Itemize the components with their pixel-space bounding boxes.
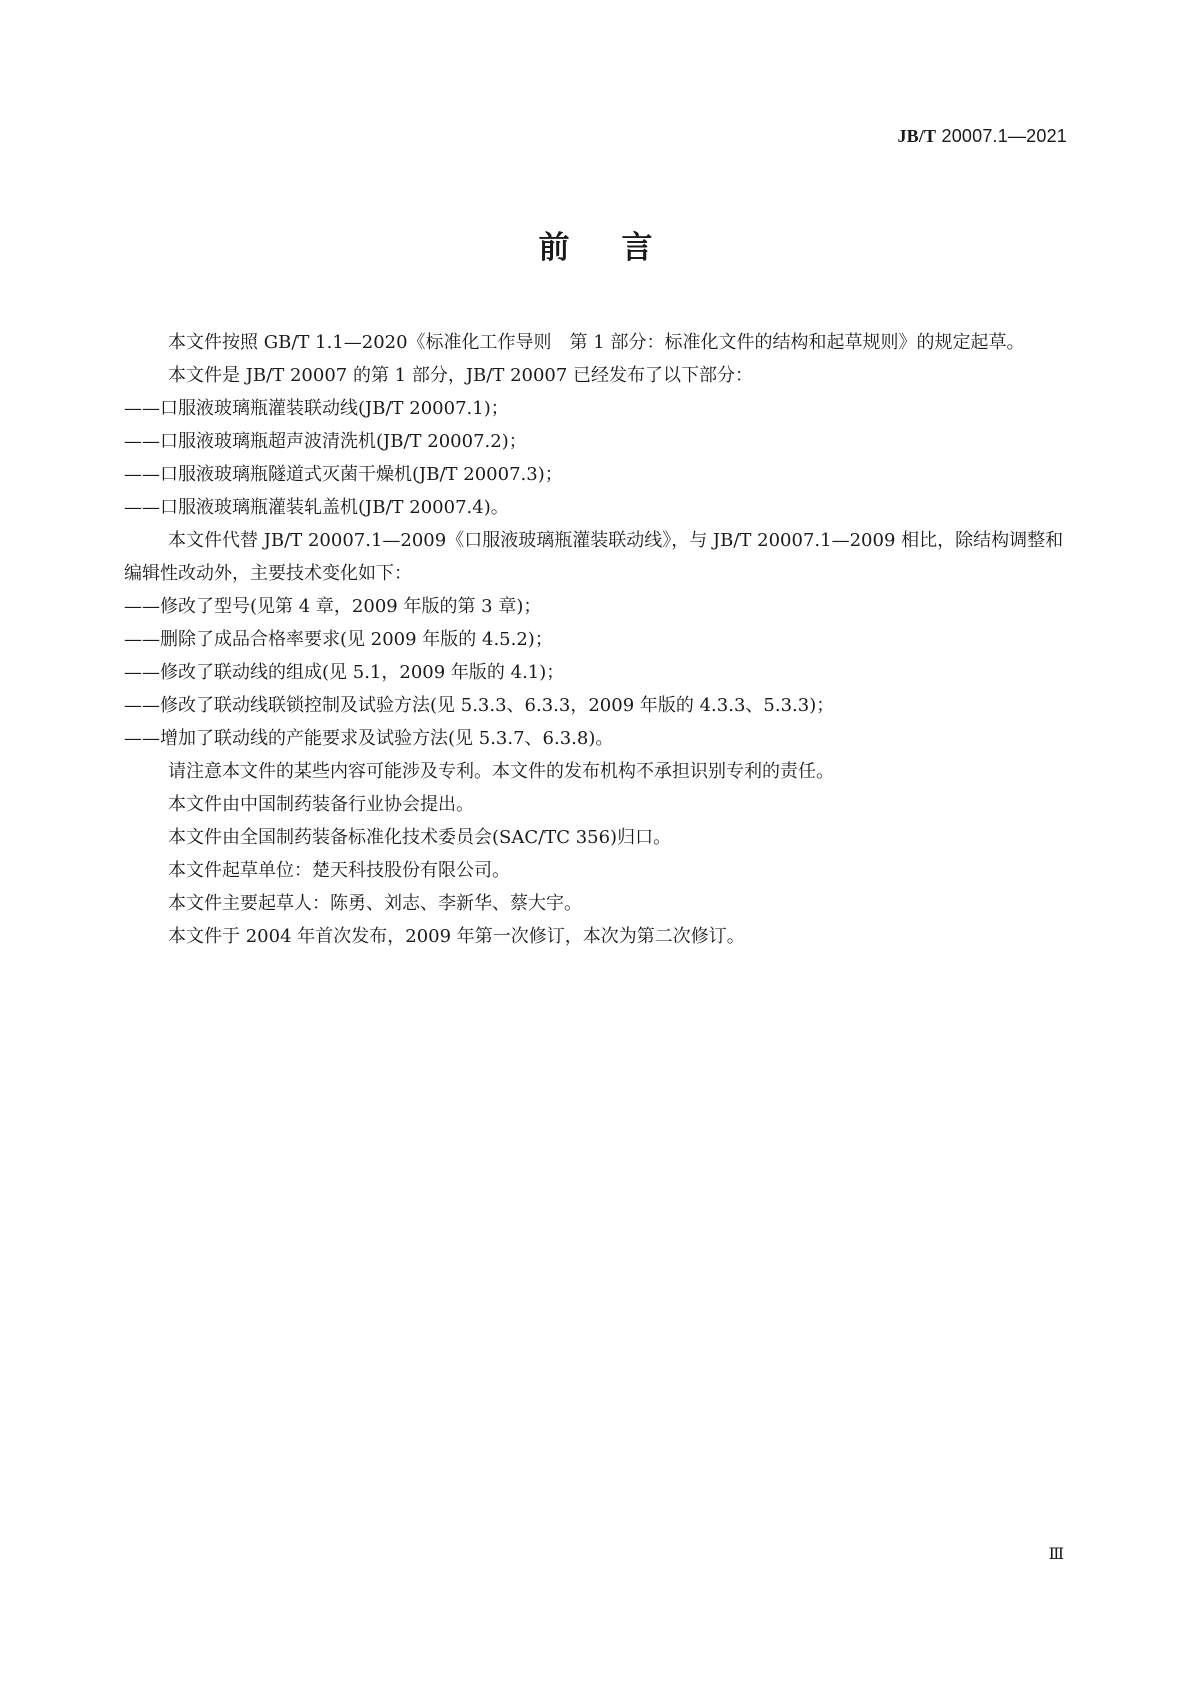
list-item-part: ——口服液玻璃瓶灌装轧盖机(JB/T 20007.4)。 <box>124 497 509 518</box>
paragraph-drafters: 本文件主要起草人：陈勇、刘志、李新华、蔡大宇。 <box>168 893 582 914</box>
paragraph-history: 本文件于 2004 年首次发布，2009 年第一次修订，本次为第二次修订。 <box>168 926 745 947</box>
paragraph-parts-intro: 本文件是 JB/T 20007 的第 1 部分，JB/T 20007 已经发布了以下部分： <box>168 365 754 386</box>
list-item-change: ——修改了联动线联锁控制及试验方法(见 5.3.3、6.3.3，2009 年版的 4.3.3、5.3.3)； <box>124 695 835 716</box>
standard-code-number: 20007.1—2021 <box>936 126 1067 146</box>
foreword-body <box>124 326 1068 953</box>
paragraph-committee: 本文件由全国制药装备标准化技术委员会(SAC/TC 356)归口。 <box>168 827 672 848</box>
list-item-part: ——口服液玻璃瓶灌装联动线(JB/T 20007.1)； <box>124 398 509 419</box>
list-item-change: ——删除了成品合格率要求(见 2009 年版的 4.5.2)； <box>124 629 553 650</box>
paragraph-patent-notice: 请注意本文件的某些内容可能涉及专利。本文件的发布机构不承担识别专利的责任。 <box>168 761 834 782</box>
list-item-change: ——修改了型号(见第 4 章，2009 年版的第 3 章)； <box>124 596 542 617</box>
list-item-change: ——增加了联动线的产能要求及试验方法(见 5.3.7、6.3.8)。 <box>124 728 614 749</box>
list-item-change: ——修改了联动线的组成(见 5.1，2009 年版的 4.1)； <box>124 662 565 683</box>
standard-code-header <box>897 126 1067 147</box>
page-title: 前言 <box>538 230 705 266</box>
standard-code-prefix: JB/T <box>897 126 937 146</box>
list-item-part: ——口服液玻璃瓶超声波清洗机(JB/T 20007.2)； <box>124 431 527 452</box>
list-item-part: ——口服液玻璃瓶隧道式灭菌干燥机(JB/T 20007.3)； <box>124 464 563 485</box>
paragraph-drafting-rules: 本文件按照 GB/T 1.1—2020《标准化工作导则 第 1 部分：标准化文件的结构和起草规则》的规定起草。 <box>168 332 1025 353</box>
paragraph-drafting-unit: 本文件起草单位：楚天科技股份有限公司。 <box>168 860 510 881</box>
paragraph-replacement: 本文件代替 JB/T 20007.1—2009《口服液玻璃瓶灌装联动线》，与 JB/T 20007.1—2009 相比，除结构调整和编辑性改动外，主要技术变化如下： <box>124 530 1064 584</box>
page-number: Ⅲ <box>1048 1546 1063 1563</box>
paragraph-proposer: 本文件由中国制药装备行业协会提出。 <box>168 794 474 815</box>
